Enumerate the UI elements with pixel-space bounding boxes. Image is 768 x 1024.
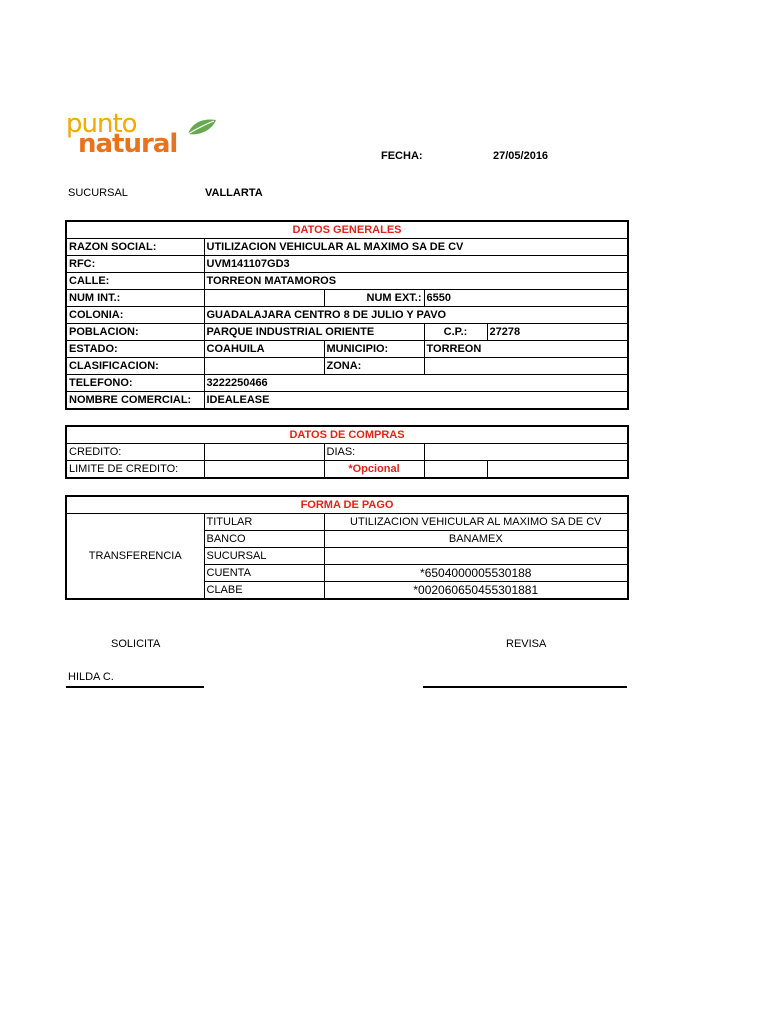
banco-label: BANCO: [204, 531, 324, 548]
opcional-note: *Opcional: [324, 461, 424, 479]
datos-compras-table: [65, 425, 629, 479]
limite-extra-cell-2: [487, 461, 628, 479]
solicita-label: SOLICITA: [111, 638, 161, 650]
telefono-value: 3222250466: [204, 375, 628, 392]
dias-value: [424, 444, 628, 461]
rfc-value: UVM141107GD3: [204, 256, 628, 273]
municipio-label: MUNICIPIO:: [324, 341, 424, 358]
razon-social-value: UTILIZACION VEHICULAR AL MAXIMO SA DE CV: [204, 239, 628, 256]
num-ext-value: 6550: [424, 290, 628, 307]
logo-text-punto: punto: [66, 109, 137, 139]
num-int-label: NUM INT.:: [66, 290, 204, 307]
metodo-pago: TRANSFERENCIA: [66, 514, 204, 600]
datos-compras-title: DATOS DE COMPRAS: [66, 426, 628, 444]
dias-label: DIAS:: [324, 444, 424, 461]
nombre-comercial-label: NOMBRE COMERCIAL:: [66, 392, 204, 410]
num-int-value: [204, 290, 324, 307]
cp-label: C.P.:: [424, 324, 487, 341]
clabe-value: *002060650455301881: [324, 582, 628, 600]
logo-text-natural: natural: [78, 129, 178, 159]
credito-label: CREDITO:: [66, 444, 204, 461]
poblacion-value: PARQUE INDUSTRIAL ORIENTE: [204, 324, 424, 341]
fecha-value: 27/05/2016: [493, 150, 549, 162]
credito-value: [204, 444, 324, 461]
logo: [66, 109, 226, 162]
forma-pago-table: [65, 495, 629, 600]
rfc-label: RFC:: [66, 256, 204, 273]
revisa-label: REVISA: [506, 638, 547, 650]
municipio-value: TORREON: [424, 341, 628, 358]
limite-credito-value: [204, 461, 324, 479]
zona-value: [424, 358, 628, 375]
sucursal-pago-label: SUCURSAL: [204, 548, 324, 565]
revisa-signature-line: [423, 686, 627, 688]
sucursal-value: VALLARTA: [205, 187, 263, 199]
poblacion-label: POBLACION:: [66, 324, 204, 341]
calle-label: CALLE:: [66, 273, 204, 290]
cp-value: 27278: [487, 324, 628, 341]
telefono-label: TELEFONO:: [66, 375, 204, 392]
sucursal-pago-value: [324, 548, 628, 565]
datos-generales-table: [65, 220, 629, 410]
num-ext-label: NUM EXT.:: [324, 290, 424, 307]
datos-generales-title: DATOS GENERALES: [66, 221, 628, 239]
solicita-signature-line: [66, 686, 204, 688]
limite-extra-cell: [424, 461, 487, 479]
razon-social-label: RAZON SOCIAL:: [66, 239, 204, 256]
banco-value: BANAMEX: [324, 531, 628, 548]
cuenta-label: CUENTA: [204, 565, 324, 582]
titular-value: UTILIZACION VEHICULAR AL MAXIMO SA DE CV: [324, 514, 628, 531]
clasificacion-label: CLASIFICACION:: [66, 358, 204, 375]
solicita-nombre: HILDA C.: [68, 671, 114, 683]
clabe-label: CLABE: [204, 582, 324, 600]
fecha-label: FECHA:: [381, 150, 423, 162]
titular-label: TITULAR: [204, 514, 324, 531]
limite-credito-label: LIMITE DE CREDITO:: [66, 461, 204, 479]
estado-label: ESTADO:: [66, 341, 204, 358]
cuenta-value: *6504000005530188: [324, 565, 628, 582]
estado-value: COAHUILA: [204, 341, 324, 358]
zona-label: ZONA:: [324, 358, 424, 375]
clasificacion-value: [204, 358, 324, 375]
leaf-icon: [186, 116, 218, 138]
sucursal-label: SUCURSAL: [68, 187, 128, 199]
nombre-comercial-value: IDEALEASE: [204, 392, 628, 410]
calle-value: TORREON MATAMOROS: [204, 273, 628, 290]
colonia-value: GUADALAJARA CENTRO 8 DE JULIO Y PAVO: [204, 307, 628, 324]
colonia-label: COLONIA:: [66, 307, 204, 324]
forma-pago-title: FORMA DE PAGO: [66, 496, 628, 514]
